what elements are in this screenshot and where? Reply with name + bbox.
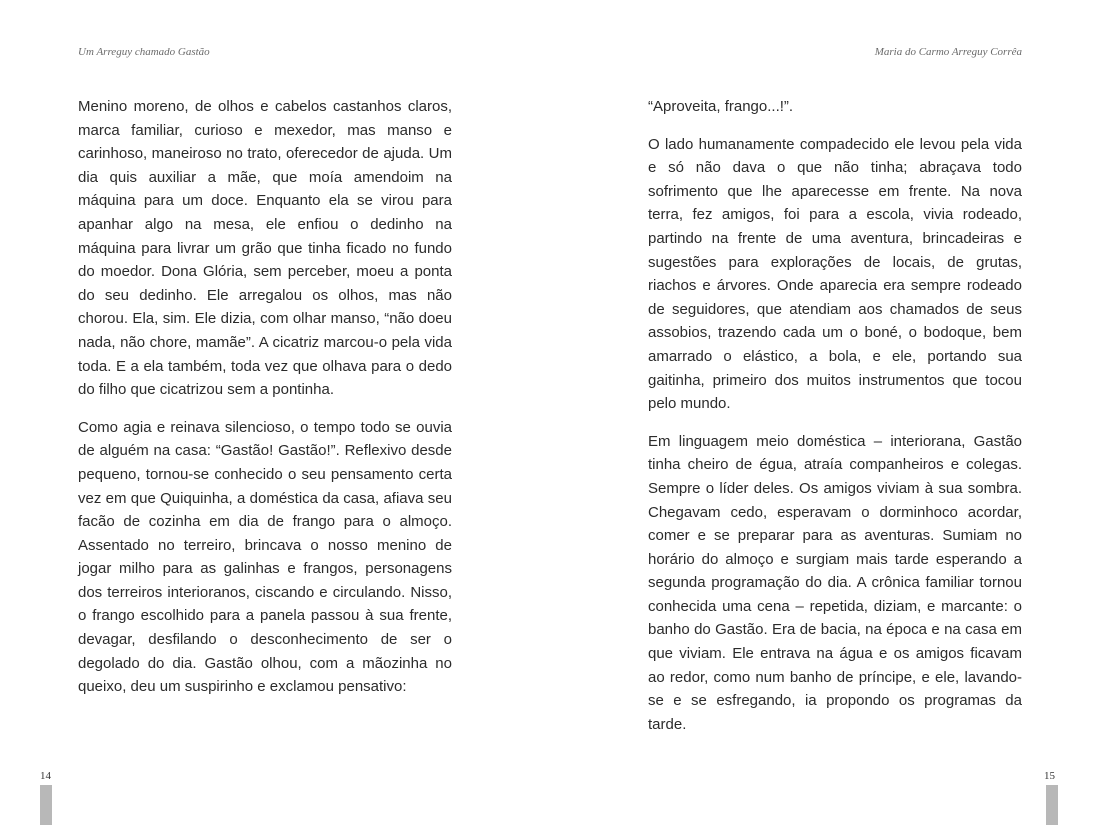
left-body-text <box>78 95 452 699</box>
running-head-right: Maria do Carmo Arreguy Corrêa <box>874 46 1022 58</box>
page-edge-marker <box>40 785 52 825</box>
paragraph: Como agia e reinava silencioso, o tempo todo se ouvia de alguém na casa: “Gastão! Gastão!”. Reflexivo desde pequeno, tornou-se conhecido o seu pensamento certa vez em que Quiquinha, a doméstica da casa, afiava seu facão de cozinha em dia de frango para o almoço. Assentado no terreiro, brincava o nosso menino de jogar milho para as galinhas e frangos, personagens dos terreiros interioranos, ciscando e circulando. Nisso, o frango escolhido para a panela passou à sua frente, devagar, desfilando o desconhecimento de ser o degolado do dia. Gastão olhou, com a mãozinha no queixo, deu um suspirinho e exclamou pensativo: <box>78 418 452 696</box>
quote-line: “Aproveita, frango...!”. <box>648 98 794 115</box>
right-body-text <box>648 95 1022 736</box>
right-page <box>550 0 1100 825</box>
page-number-right: 15 <box>1044 770 1055 782</box>
paragraph: Menino moreno, de olhos e cabelos castanhos claros, marca familiar, curioso e mexedor, mas manso e carinhoso, maneiroso no trato, oferecedor de ajuda. Um dia quis auxiliar a mãe, que moía amendoim na máquina para um doce. Enquanto ela se virou para apanhar algo na mesa, ele enfiou o dedinho na máquina para livrar um grão que tinha ficado no fundo do moedor. Dona Glória, sem perceber, moeu a ponta do seu dedinho. Ele arregalou os olhos, mas não chorou. Ela, sim. Ele dizia, com olhar manso, “não doeu nada, não chore, mamãe”. A cicatriz marcou-o pela vida toda. E a ela também, toda vez que olhava para o dedo do filho que cicatrizou sem a pontinha. <box>78 98 452 399</box>
page-number-left: 14 <box>40 770 51 782</box>
running-head-left: Um Arreguy chamado Gastão <box>78 46 210 58</box>
paragraph: O lado humanamente compadecido ele levou pela vida e só não dava o que não tinha; abraçava todo sofrimento que lhe aparecesse em frente. Na nova terra, fez amigos, foi para a escola, vivia rodeado, partindo na frente de uma aventura, brincadeiras e sugestões para explorações de locais, de grutas, riachos e árvores. Onde aparecia era sempre rodeado de seguidores, que atendiam aos chamados de seus assobios, trazendo cada um o boné, o bodoque, bem amarrado o elástico, a bola, e ele, portando sua gaitinha, primeiro dos muitos instrumentos que tocou pelo mundo. <box>648 135 1022 413</box>
page-edge-marker <box>1046 785 1058 825</box>
paragraph: Em linguagem meio doméstica – interiorana, Gastão tinha cheiro de égua, atraía companheiros e colegas. Sempre o líder deles. Os amigos viviam à sua sombra. Chegavam cedo, esperavam o dorminhoco acordar, comer e se preparar para as aventuras. Sumiam no horário do almoço e surgiam mais tarde esperando a segunda programação do dia. A crônica familiar tornou conhecida uma cena – repetida, diziam, e marcante: o banho do Gastão. Era de bacia, na época e na casa em que viviam. Ele entrava na água e os amigos ficavam ao redor, como num banho de príncipe, e ele, lavando-se e se esfregando, ia propondo os programas da tarde. <box>648 432 1022 733</box>
